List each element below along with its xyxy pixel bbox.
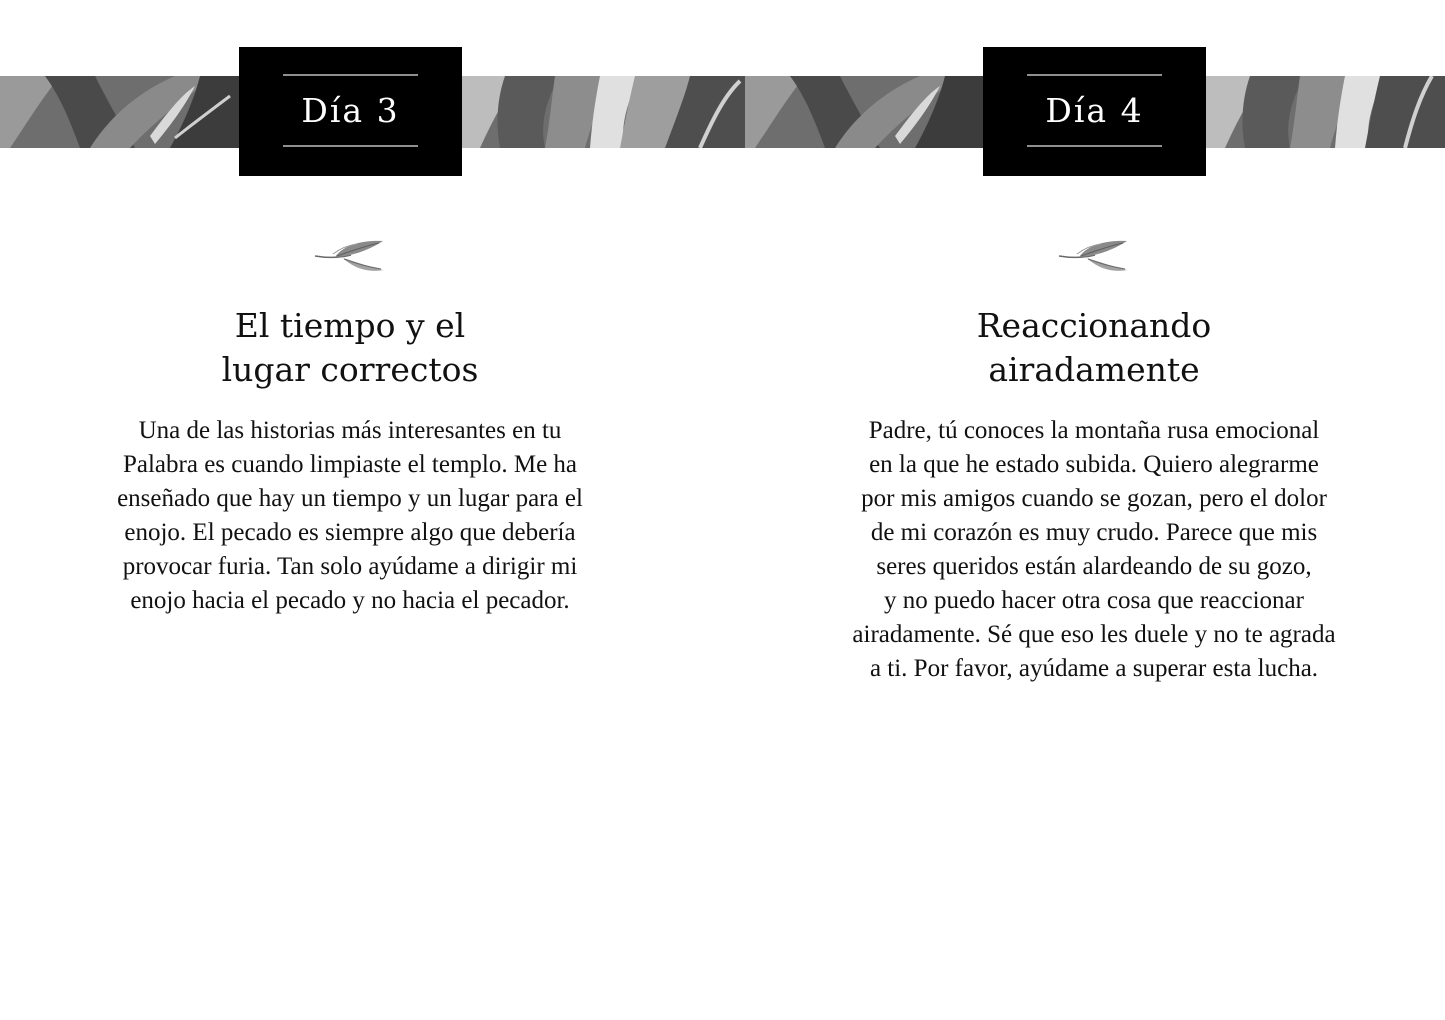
page-title <box>100 304 600 392</box>
text-line: a ti. Por favor, ayúdame a superar esta lucha. <box>869 655 1319 682</box>
text-line: enseñado que hay un tiempo y un lugar para el <box>117 485 583 512</box>
text-line: Palabra es cuando limpiaste el templo. Me ha <box>122 451 578 478</box>
tag-top-rule <box>283 74 418 76</box>
tag-bottom-rule <box>1027 145 1162 147</box>
title-line: lugar correctos <box>221 350 479 389</box>
title-line: El tiempo y el <box>234 306 466 345</box>
day-3-tag <box>239 47 462 176</box>
text-line: Una de las historias más interesantes en tu <box>138 417 562 444</box>
tag-bottom-rule <box>283 145 418 147</box>
text-line: enojo hacia el pecado y no hacia el pecador. <box>130 587 570 614</box>
text-line: Padre, tú conoces la montaña rusa emocional <box>868 417 1320 444</box>
day-4-tag <box>983 47 1206 176</box>
prayer-text <box>80 414 620 618</box>
text-line: seres queridos están alardeando de su gozo, <box>876 553 1312 580</box>
page-title <box>844 304 1344 392</box>
day-label: Día 3 <box>301 91 400 130</box>
title-line: airadamente <box>988 350 1200 389</box>
title-line: Reaccionando <box>976 306 1212 345</box>
text-line: enojo. El pecado es siempre algo que debería <box>124 519 576 546</box>
leaf-pattern-illustration <box>0 76 1445 148</box>
text-line: y no puedo hacer otra cosa que reaccionar <box>884 587 1304 614</box>
text-line: de mi corazón es muy crudo. Parece que mis <box>870 519 1318 546</box>
text-line: airadamente. Sé que eso les duele y no te agrada <box>852 621 1336 648</box>
decorative-header-band <box>0 76 1445 148</box>
tag-top-rule <box>1027 74 1162 76</box>
day-label: Día 4 <box>1045 91 1144 130</box>
text-line: en la que he estado subida. Quiero alegrarme <box>869 451 1319 478</box>
leaf-ornament-icon <box>313 237 387 273</box>
prayer-text <box>824 414 1364 686</box>
text-line: por mis amigos cuando se gozan, pero el dolor <box>861 485 1327 512</box>
text-line: provocar furia. Tan solo ayúdame a dirigir mi <box>122 553 578 580</box>
leaf-ornament-icon <box>1057 237 1131 273</box>
